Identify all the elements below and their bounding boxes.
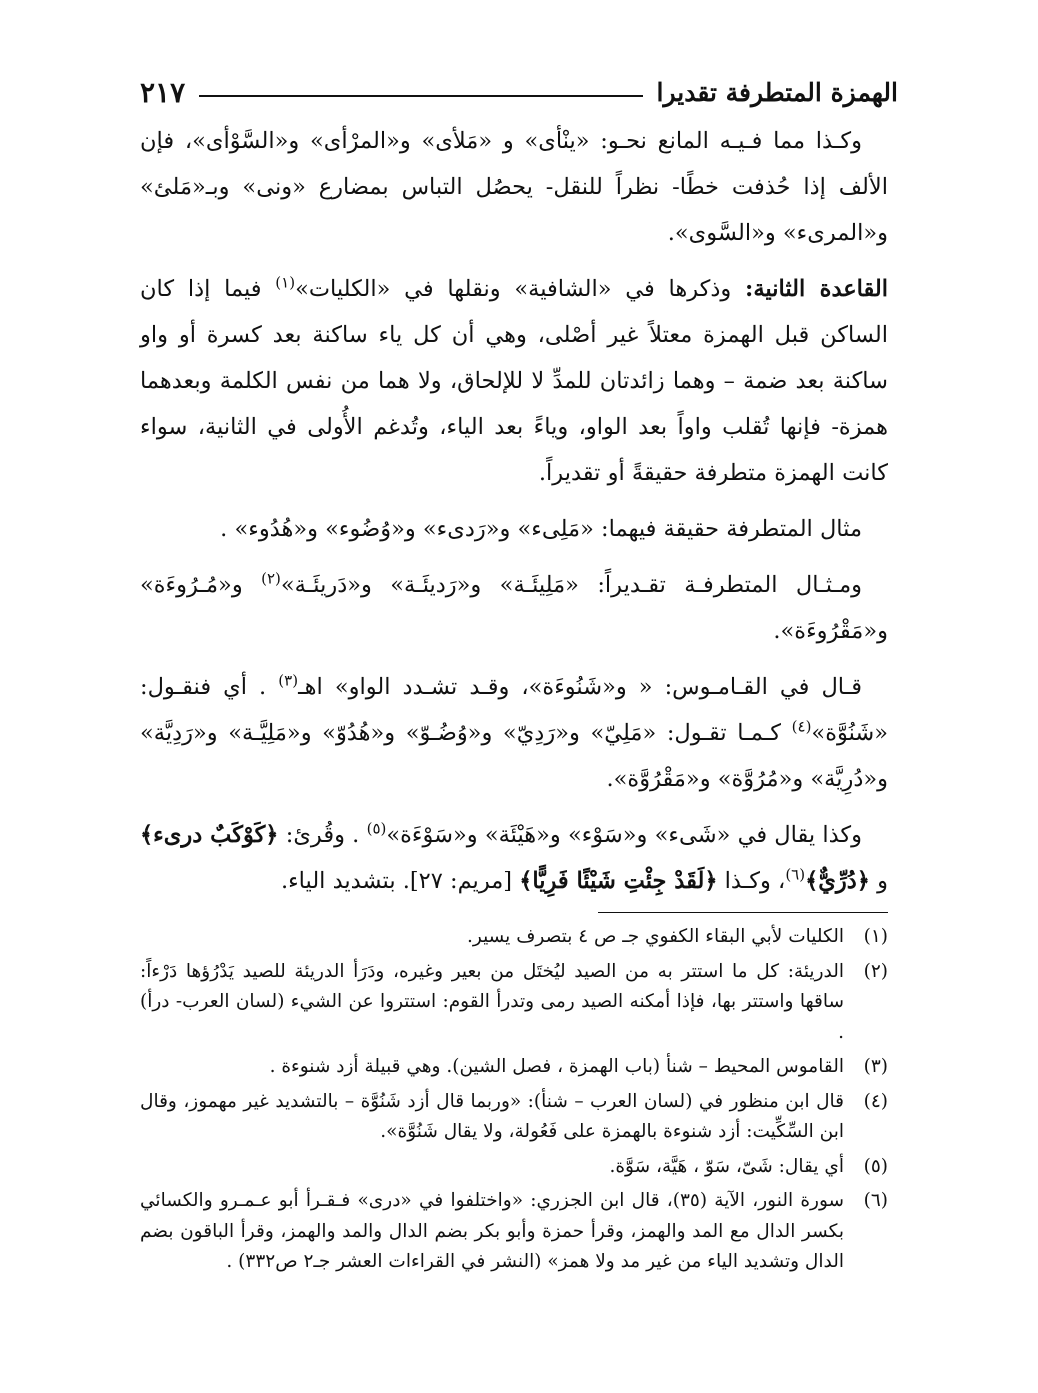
footnote-1 — [140, 922, 888, 953]
header-rule — [199, 95, 642, 97]
quran-verse-3: ﴿لَقَدْ جِئْتِ شَيْئًا فَرِيًّا﴾ — [519, 868, 718, 894]
footnote-number: (٣) — [863, 1056, 888, 1077]
paragraph-6 — [140, 812, 888, 904]
page-header — [140, 70, 898, 114]
page-number: ٢١٧ — [140, 75, 186, 109]
paragraph-6-text-c: و — [877, 868, 888, 894]
footnote-ref-5: (٥) — [366, 819, 387, 838]
footnote-ref-3: (٣) — [278, 671, 299, 690]
footnote-ref-1: (١) — [275, 273, 296, 292]
footnote-number: (٦) — [863, 1190, 888, 1211]
footnote-text: الكليات لأبي البقاء الكفوي جـ ص ٤ بتصرف يسير. — [466, 926, 844, 947]
footnote-separator — [598, 912, 888, 913]
quran-verse-2: ﴿دُرِّيٌّ﴾ — [805, 868, 870, 894]
paragraph-5-text-c: كـمـا تقـول: «مَلِيّ» و«رَدِيّ» و«وُضُـوّ» و«هُدُوّ» و«مَلِيَّـة» و«رَدِيَّة» و«دُرِيَّة» و«مُرُوَّة» و«مَقْرُوَّة». — [140, 720, 888, 792]
footnotes — [140, 922, 888, 1282]
footnote-text: قال ابن منظور في (لسان العرب – شنأ): «وربما قال أزد شَنُوَّة – بالتشديد غير مهموز، وقال ابن السِّكِّيت: أزد شنوءة بالهمزة على فَعُولة، ولا يقال شَنُوَّة». — [140, 1090, 844, 1142]
paragraph-6-text-a: وكذا يقال في «شَىء» و«سَوْء» و«هَيْئَة» و«سَوْءَة» — [386, 822, 863, 848]
footnote-text: أي يقال: شَىّ، سَوّ ، هَيَّة، سَوَّة. — [609, 1155, 844, 1177]
paragraph-6-text-b: . وقُرئ: — [285, 822, 360, 848]
paragraph-6-text-e: [مريم: ٢٧]. بتشديد الياء. — [280, 868, 513, 894]
footnote-number: (٢) — [863, 960, 888, 982]
footnote-2 — [140, 957, 888, 1049]
quran-verse-1: ﴿كَوْكَبٌ درىء﴾ — [140, 822, 279, 848]
footnote-number: (١) — [863, 926, 888, 947]
paragraph-4-text-b: و«مُـرُوءَة» و«مَقْرُوءَة». — [140, 572, 888, 644]
footnote-number: (٥) — [863, 1155, 888, 1177]
footnote-4 — [140, 1087, 888, 1148]
footnote-text: سورة النور، الآية (٣٥)، قال ابن الجزري: «واختلفوا في «درى» فـقـرأ أبو عـمـرو والكسائي بكسر الدال مع المد والهمز، وقرأ حمزة وأبو بكر بضم الدال والمد والهمز، وقرأ الباقون بضم الدال وتشديد الياء من غير مد ولا همز» (النشر في القراءات العشر جـ٢ ص٣٣٢) . — [140, 1190, 844, 1272]
footnote-3 — [140, 1052, 888, 1083]
footnote-6 — [140, 1186, 888, 1278]
footnote-text: الدريئة: كل ما استتر به من الصيد ليُختَل من بعير وغيره، ودَرَأ الدريئة للصيد يَدْرُؤها دَرْءاً: ساقها واستتر بها، فإذا أمكنه الصيد رمى وتدرأ القوم: استتروا عن الشيء (لسان العرب- درأ) . — [140, 960, 844, 1043]
footnote-ref-2: (٢) — [261, 569, 281, 588]
paragraph-2-text-b: فيما إذا كان الساكن قبل الهمزة معتلاً غير أصْلى، وهي أن كل ياء ساكنة بعد كسرة أو واو ساكنة بعد ضمة – وهما زائدتان للمدِّ لا للإلحاق، ولا هما من نفس الكلمة وبعدهما همزة- فإنها تُقلب واواً بعد الواو، وياءً بعد الياء، وتُدغم الأُولى في الثانية، سواء كانت الهمزة متطرفة حقيقةً أو تقديراً. — [140, 276, 888, 486]
footnote-ref-6: (٦) — [785, 865, 806, 884]
footnote-number: (٤) — [863, 1090, 888, 1112]
footnote-5 — [140, 1152, 888, 1183]
main-text — [140, 118, 888, 914]
running-title: الهمزة المتطرفة تقديرا — [656, 77, 898, 107]
paragraph-5-text-a: قـال في القـامـوس: « و«شَنُوءَة»، وقـد تشـدد الواو» اهـ — [298, 674, 863, 700]
paragraph-3: مثال المتطرفة حقيقة فيهما: «مَلِىء» و«رَدىء» و«وُضُوء» و«هُدُوء» . — [220, 516, 862, 542]
paragraph-1: وكـذا مما فـيـه المانع نحـو: «ينْأى» و «مَلأى» و«المرْأى» و«السَّوْأى»، فإن الألف إذا حُذفت خطًا- نظراً للنقل- يحصُل التباس بمضارع «ونى» وبـ«مَلئ» و«المرىء» و«السَّوى». — [140, 128, 888, 246]
paragraph-2-text-a: وذكرها في «الشافية» ونقلها في «الكليات» — [295, 276, 732, 302]
paragraph-4 — [140, 562, 888, 654]
paragraph-2 — [140, 266, 888, 496]
paragraph-5-text-b: . أي فنقـول: «شَنُوَّة» — [140, 674, 889, 746]
footnote-text: القاموس المحيط – شنأ (باب الهمزة ، فصل الشين). وهي قبيلة أزد شنوءة . — [269, 1056, 844, 1077]
footnote-ref-4: (٤) — [791, 717, 812, 736]
paragraph-6-text-d: ، وكـذا — [724, 868, 786, 894]
rule-heading: القاعدة الثانية: — [745, 276, 889, 302]
paragraph-4-text-a: ومـثـال المتطرفـة تقـديراً: «مَلِيئَـة» و«رَديئَـة» و«دَريئَـة» — [280, 572, 862, 598]
paragraph-5 — [140, 664, 888, 802]
